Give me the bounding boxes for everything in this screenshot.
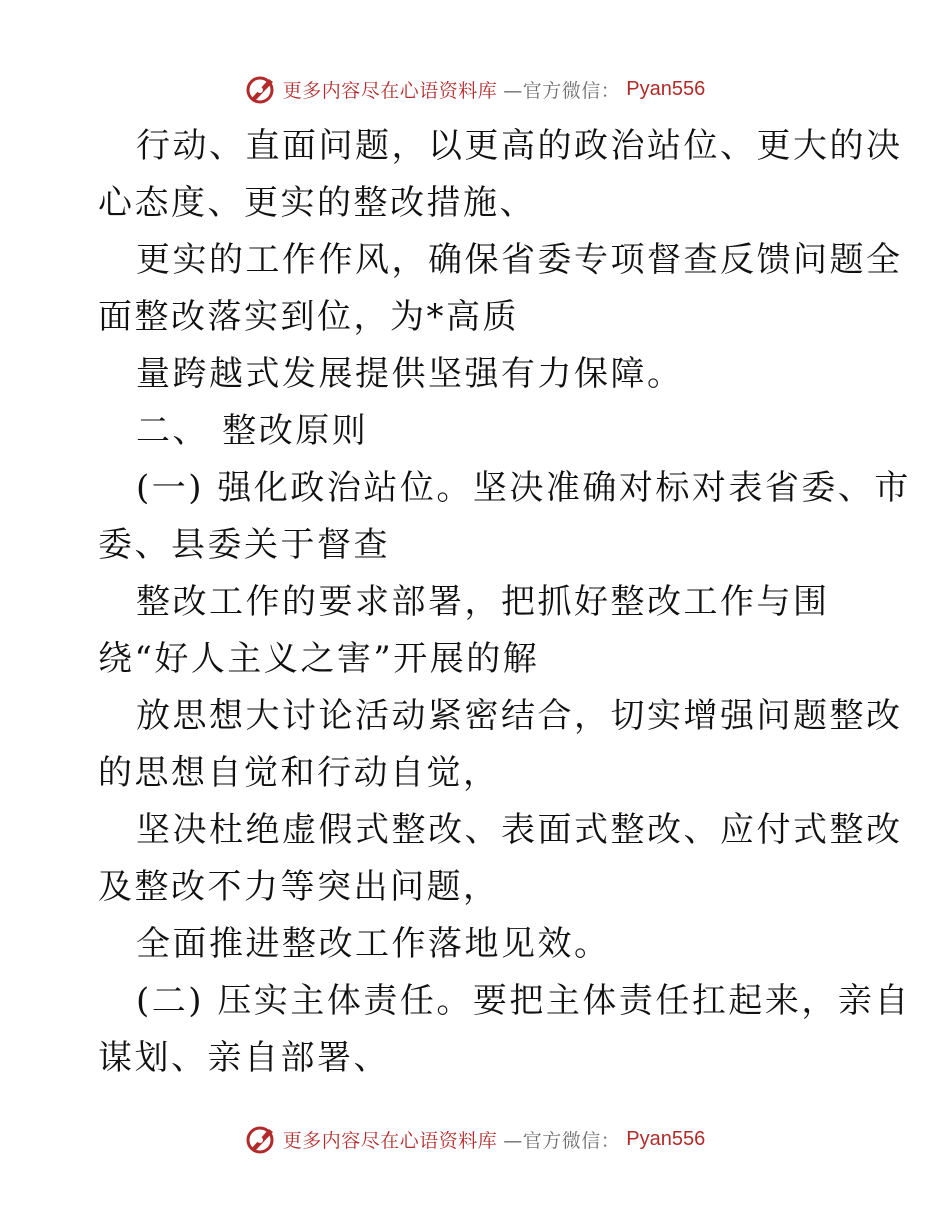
text-line: 的思想自觉和行动自觉， xyxy=(98,753,500,793)
section-heading: 二、 整改原则 xyxy=(136,411,369,451)
text-line: 行动、直面问题，以更高的政治站位、更大的决 xyxy=(136,126,903,166)
watermark-text: 更多内容尽在心语资料库 xyxy=(282,1129,498,1152)
text-line: 坚决杜绝虚假式整改、表面式整改、应付式整改 xyxy=(136,810,903,850)
text-line: 心态度、更实的整改措施、 xyxy=(98,183,536,223)
watermark-separator: —官方微信： xyxy=(503,79,621,102)
text-line: 委、县委关于督查 xyxy=(98,525,390,565)
quill-logo-icon xyxy=(245,1123,277,1155)
text-line: 谋划、亲自部署、 xyxy=(98,1038,390,1078)
text-line: 及整改不力等突出问题， xyxy=(98,867,500,907)
text-line: 全面推进整改工作落地见效。 xyxy=(136,924,611,964)
watermark-wechat-id: Pyan556 xyxy=(626,1127,706,1150)
header-watermark xyxy=(0,72,950,106)
footer-watermark xyxy=(0,1122,950,1156)
quill-logo-icon xyxy=(245,73,277,105)
text-line: 面整改落实到位，为*高质 xyxy=(98,297,519,337)
text-line: 量跨越式发展提供坚强有力保障。 xyxy=(136,354,684,394)
text-line: 绕“好人主义之害”开展的解 xyxy=(98,639,540,679)
watermark-text: 更多内容尽在心语资料库 xyxy=(282,79,498,102)
text-line: 放思想大讨论活动紧密结合，切实增强问题整改 xyxy=(136,696,903,736)
text-line: (一) 强化政治站位。坚决准确对标对表省委、市 xyxy=(136,468,911,508)
watermark-separator: —官方微信： xyxy=(503,1129,621,1152)
text-line: 整改工作的要求部署，把抓好整改工作与围 xyxy=(136,582,830,622)
text-line: (二) 压实主体责任。要把主体责任扛起来，亲自 xyxy=(136,981,911,1021)
watermark-wechat-id: Pyan556 xyxy=(626,77,706,100)
text-line: 更实的工作作风，确保省委专项督查反馈问题全 xyxy=(136,240,903,280)
